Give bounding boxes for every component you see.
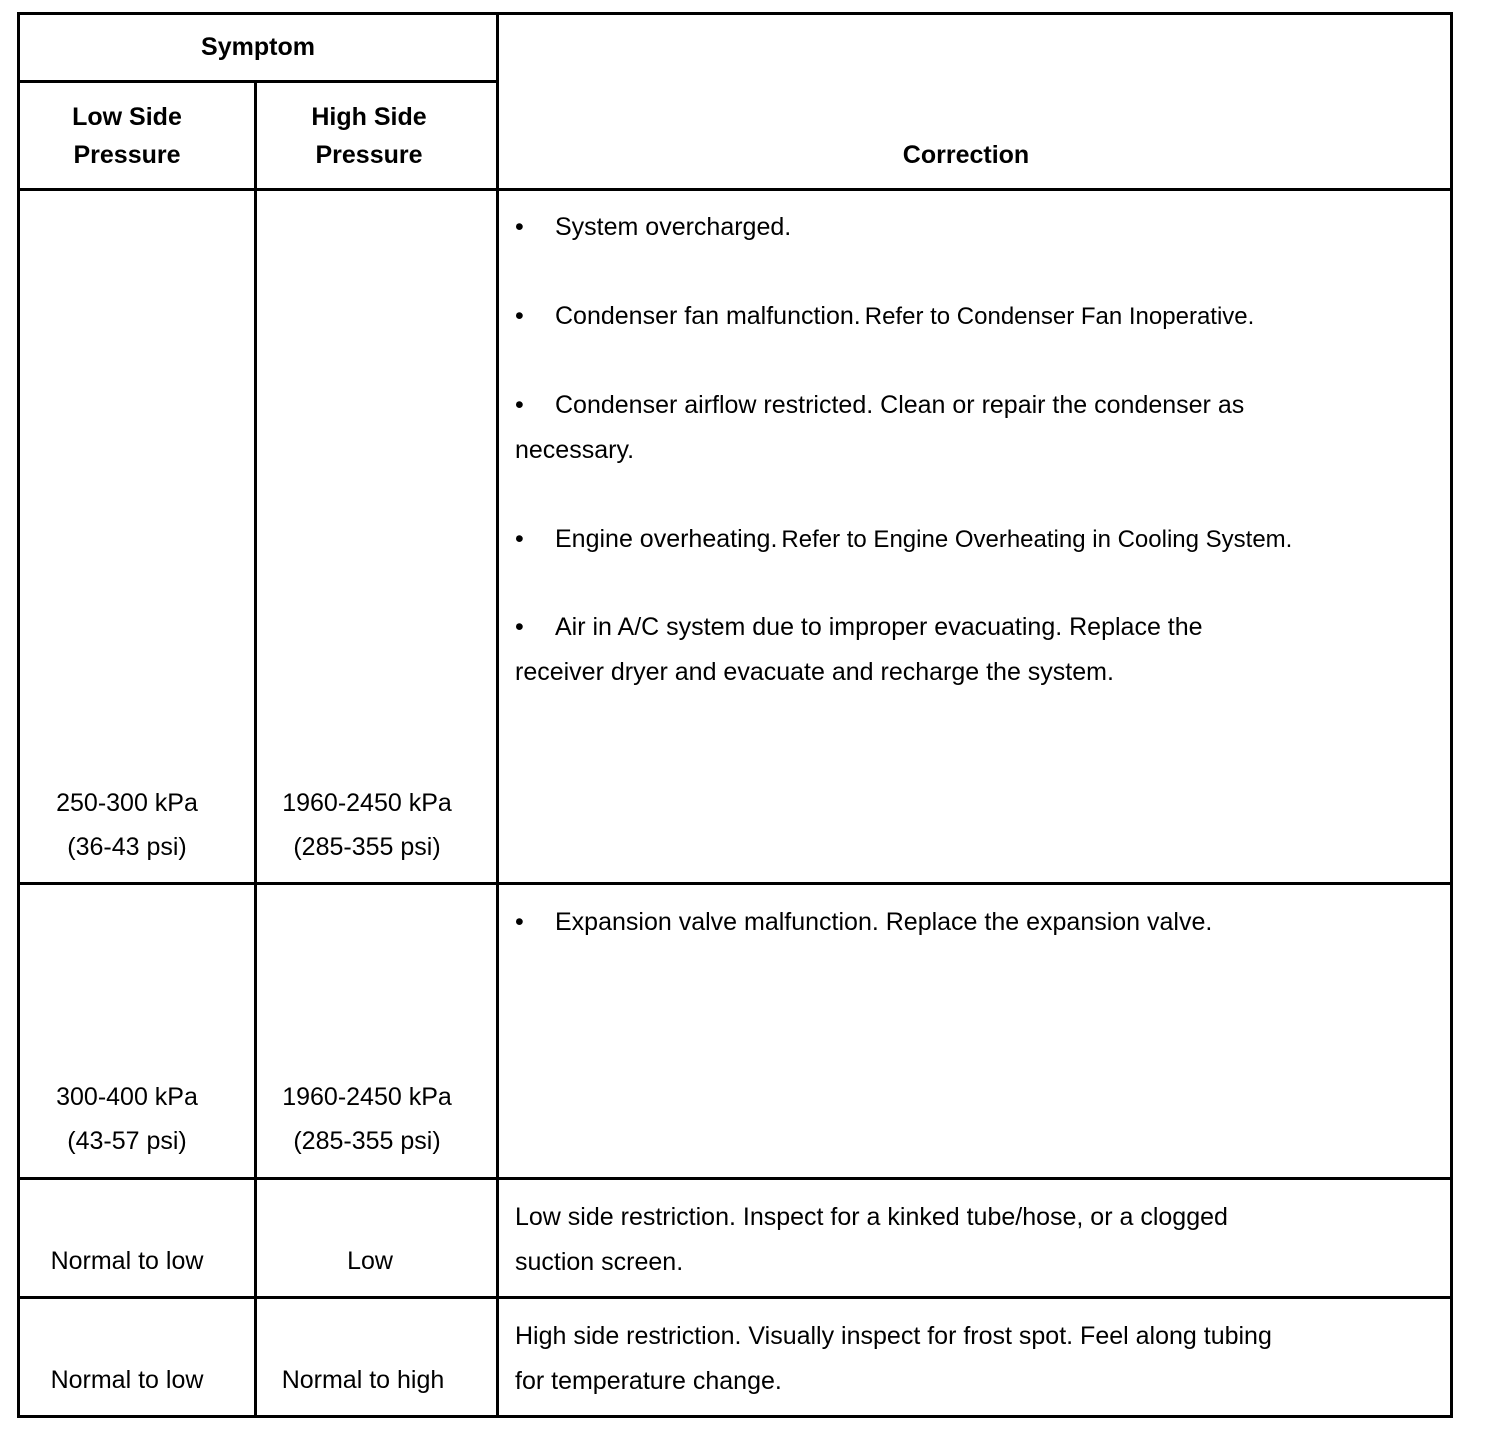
symptom-header-label: Symptom (201, 33, 315, 61)
bullet-dot: • (515, 908, 524, 936)
row-4-high-side-value (257, 1358, 469, 1402)
bullet-dot: • (515, 213, 524, 241)
row-3-low-side-value (20, 1239, 234, 1283)
row-1-low-psi: (36-43 psi) (67, 833, 187, 861)
row-1-low-side-value (20, 781, 234, 869)
row-1-item-4-text: Engine overheating. (555, 525, 778, 553)
row-3-correction (515, 1195, 1435, 1285)
row-2-low-psi: (43-57 psi) (67, 1127, 187, 1155)
row-1-item-3-continuation: necessary. (515, 436, 635, 464)
table-border-bottom (17, 1415, 1453, 1418)
correction-header-label: Correction (902, 141, 1030, 169)
row-2-high-kpa: 1960-2450 kPa (282, 1083, 452, 1111)
row-4-high-text: Normal to high (281, 1366, 445, 1394)
symptom-correction-divider (496, 12, 499, 1418)
row-4-correction-line-1: High side restriction. Visually inspect for frost spot. Feel along tubing (515, 1322, 1272, 1350)
row-4-low-side-value (20, 1358, 234, 1402)
row-1-item-5-text: Air in A/C system due to improper evacuating. Replace the (555, 613, 1203, 641)
row-1-bottom-rule (17, 882, 1453, 885)
bullet-dot: • (515, 391, 524, 419)
row-1-high-side-value (257, 781, 477, 869)
row-3-low-text: Normal to low (50, 1247, 204, 1275)
row-2-low-side-value (20, 1075, 234, 1163)
low-side-header-line-1: Low Side (72, 103, 182, 131)
header-bottom-rule (17, 188, 1453, 191)
bullet-dot: • (515, 302, 524, 330)
row-1-item-4 (515, 517, 1435, 562)
row-3-correction-line-1: Low side restriction. Inspect for a kinked tube/hose, or a clogged (515, 1203, 1228, 1231)
row-1-item-3-text: Condenser airflow restricted. Clean or repair the condenser as (555, 391, 1245, 419)
low-high-divider (254, 80, 257, 1418)
high-side-header-line-2: Pressure (315, 141, 423, 169)
row-1-item-1 (515, 205, 1435, 250)
row-2-correction (515, 900, 1435, 945)
row-2-bottom-rule (17, 1177, 1453, 1180)
high-side-header-line-1: High Side (311, 103, 427, 131)
low-side-header (20, 98, 234, 174)
row-3-bottom-rule (17, 1296, 1453, 1299)
row-1-item-5-continuation: receiver dryer and evacuate and recharge the system. (515, 658, 1114, 686)
row-1-item-4-reference: Refer to Engine Overheating in Cooling System. (781, 526, 1293, 553)
symptom-divider (17, 80, 499, 83)
row-3-high-side-value (257, 1239, 483, 1283)
row-4-correction (515, 1314, 1435, 1404)
table-border-left (17, 12, 20, 1418)
row-2-item-1-text: Expansion valve malfunction. Replace the expansion valve. (555, 908, 1213, 936)
row-2-high-side-value (257, 1075, 477, 1163)
row-2-low-kpa: 300-400 kPa (56, 1083, 198, 1111)
row-1-item-2-text: Condenser fan malfunction. (555, 302, 861, 330)
row-1-item-2 (515, 294, 1435, 339)
table-border-right (1450, 12, 1453, 1418)
row-1-item-5 (515, 605, 1435, 695)
table-border-top (17, 12, 1453, 15)
symptom-header (20, 28, 496, 66)
row-3-high-text: Low (347, 1247, 393, 1275)
row-1-item-3 (515, 383, 1435, 473)
row-1-high-kpa: 1960-2450 kPa (282, 789, 452, 817)
row-1-low-kpa: 250-300 kPa (56, 789, 198, 817)
row-1-item-1-text: System overcharged. (555, 213, 792, 241)
correction-header (499, 136, 1433, 174)
row-4-correction-line-2: for temperature change. (515, 1367, 782, 1395)
bullet-dot: • (515, 525, 524, 553)
row-1-high-psi: (285-355 psi) (293, 833, 441, 861)
row-1-item-2-reference: Refer to Condenser Fan Inoperative. (864, 303, 1255, 330)
high-side-header (257, 98, 481, 174)
row-4-low-text: Normal to low (50, 1366, 204, 1394)
bullet-dot: • (515, 613, 524, 641)
row-2-high-psi: (285-355 psi) (293, 1127, 441, 1155)
low-side-header-line-2: Pressure (73, 141, 181, 169)
row-3-correction-line-2: suction screen. (515, 1248, 684, 1276)
